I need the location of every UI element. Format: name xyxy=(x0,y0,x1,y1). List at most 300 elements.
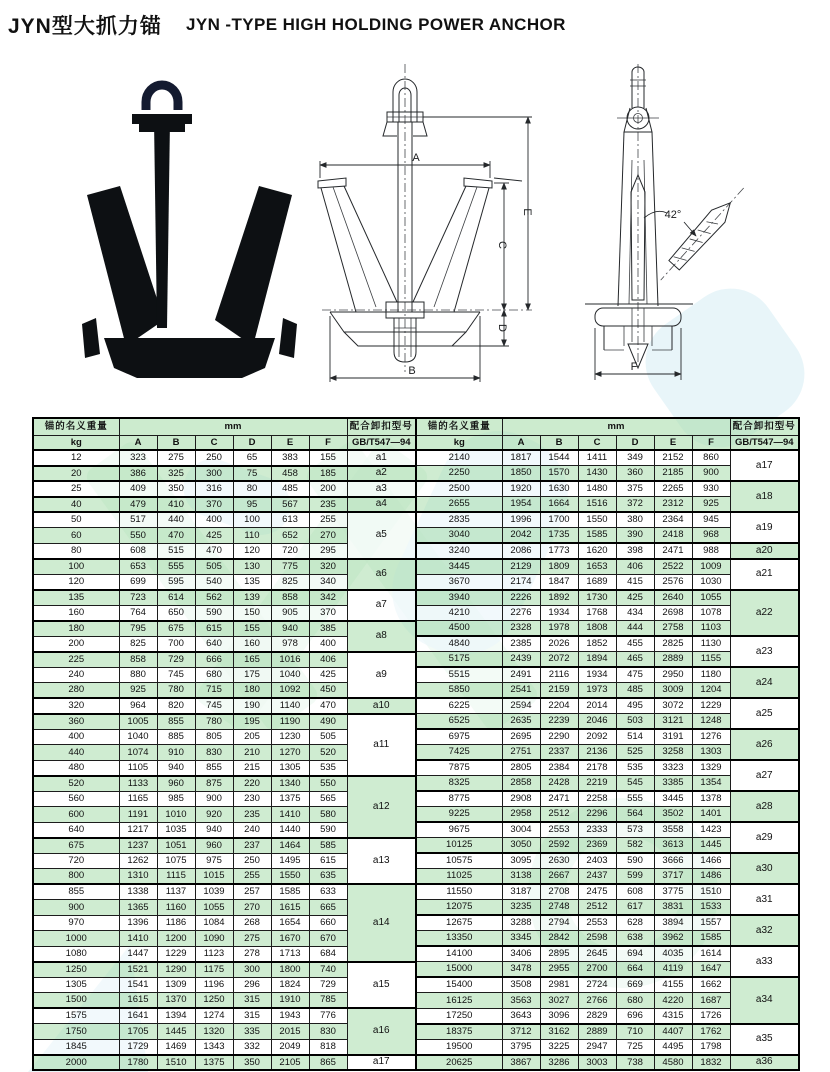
dim-cell: 3072 xyxy=(654,698,692,714)
dim-cell: 235 xyxy=(233,807,271,823)
dim-cell: 1730 xyxy=(578,590,616,606)
weight-cell: 855 xyxy=(33,884,119,900)
dim-cell: 2592 xyxy=(540,838,578,854)
weight-cell: 60 xyxy=(33,528,119,544)
dim-cell: 2630 xyxy=(540,853,578,869)
dim-cell: 684 xyxy=(309,946,347,962)
shackle-cell: a13 xyxy=(347,838,416,885)
flukes-outline xyxy=(318,178,522,312)
dim-cell: 1620 xyxy=(578,543,616,559)
dimension-D xyxy=(452,310,509,346)
dim-cell: 237 xyxy=(233,838,271,854)
dim-cell: 2825 xyxy=(654,636,692,652)
dim-cell: 1329 xyxy=(692,760,730,776)
dim-cell: 670 xyxy=(309,931,347,947)
weight-cell: 640 xyxy=(33,822,119,838)
weight-cell: 4210 xyxy=(416,605,502,621)
weight-cell: 6225 xyxy=(416,698,502,714)
dim-cell: 3027 xyxy=(540,993,578,1009)
anchor-pin xyxy=(132,114,192,124)
dim-cell: 920 xyxy=(195,807,233,823)
dim-cell: 2428 xyxy=(540,776,578,792)
dim-cell: 699 xyxy=(119,574,157,590)
weight-cell: 17250 xyxy=(416,1008,502,1024)
dim-cell: 669 xyxy=(616,977,654,993)
dim-cell: 1541 xyxy=(119,977,157,993)
dim-cell: 1165 xyxy=(119,791,157,807)
table-row xyxy=(33,497,416,513)
dim-cell: 1726 xyxy=(692,1008,730,1024)
shackle-cell: a8 xyxy=(347,621,416,652)
dim-cell: 738 xyxy=(616,1055,654,1071)
header-mm: mm xyxy=(119,418,347,435)
dim-cell: 1480 xyxy=(578,481,616,497)
dim-cell: 250 xyxy=(233,853,271,869)
weight-cell: 5850 xyxy=(416,683,502,699)
dim-cell: 75 xyxy=(233,466,271,482)
header-row xyxy=(416,435,799,450)
dim-cell: 1423 xyxy=(692,822,730,838)
shackle-cell: a12 xyxy=(347,776,416,838)
weight-cell: 2000 xyxy=(33,1055,119,1071)
anchor-shackle xyxy=(146,85,178,110)
table-row xyxy=(33,698,416,714)
dim-cell: 2667 xyxy=(540,869,578,885)
dim-cell: 2491 xyxy=(502,667,540,683)
dim-cell: 2522 xyxy=(654,559,692,575)
dim-cell: 1338 xyxy=(119,884,157,900)
dim-cell: 776 xyxy=(309,1008,347,1024)
dim-cell: 2553 xyxy=(540,822,578,838)
dim-cell: 795 xyxy=(119,621,157,637)
dim-cell: 385 xyxy=(309,621,347,637)
table-row xyxy=(416,729,799,745)
table-row xyxy=(416,977,799,993)
dim-cell: 2072 xyxy=(540,652,578,668)
dim-cell: 2708 xyxy=(540,884,578,900)
header-unit: kg xyxy=(33,435,119,450)
weight-cell: 1500 xyxy=(33,993,119,1009)
dim-cell: 444 xyxy=(616,621,654,637)
dim-cell: 1105 xyxy=(119,760,157,776)
dim-cell: 1729 xyxy=(119,1039,157,1055)
dim-cell: 1309 xyxy=(157,977,195,993)
dim-cell: 2471 xyxy=(540,791,578,807)
dim-cell: 1809 xyxy=(540,559,578,575)
dim-cell: 1375 xyxy=(195,1055,233,1071)
dim-cell: 1768 xyxy=(578,605,616,621)
dim-cell: 1800 xyxy=(271,962,309,978)
dim-cell: 514 xyxy=(616,729,654,745)
table-row xyxy=(33,559,416,575)
dim-cell: 1055 xyxy=(195,900,233,916)
dim-cell: 855 xyxy=(195,760,233,776)
dim-cell: 205 xyxy=(233,729,271,745)
dim-cell: 3712 xyxy=(502,1024,540,1040)
dim-cell: 517 xyxy=(119,512,157,528)
dim-cell: 4580 xyxy=(654,1055,692,1071)
dim-cell: 1510 xyxy=(692,884,730,900)
shackle-cell: a14 xyxy=(347,884,416,962)
shackle-cell: a26 xyxy=(730,729,799,760)
shackle-cell: a25 xyxy=(730,698,799,729)
dim-cell: 2908 xyxy=(502,791,540,807)
dim-cell: 3502 xyxy=(654,807,692,823)
dim-cell: 2748 xyxy=(540,900,578,916)
dim-cell: 825 xyxy=(119,636,157,652)
table-row xyxy=(33,1055,416,1071)
dim-cell: 628 xyxy=(616,915,654,931)
dim-cell: 503 xyxy=(616,714,654,730)
dim-cell: 240 xyxy=(233,822,271,838)
dim-cell: 2136 xyxy=(578,745,616,761)
dim-cell: 666 xyxy=(195,652,233,668)
dim-cell: 230 xyxy=(233,791,271,807)
dim-cell: 885 xyxy=(157,729,195,745)
dim-cell: 415 xyxy=(616,574,654,590)
dim-cell: 567 xyxy=(271,497,309,513)
dim-cell: 830 xyxy=(195,745,233,761)
dim-cell: 745 xyxy=(157,667,195,683)
dim-cell: 1270 xyxy=(271,745,309,761)
dim-cell: 1934 xyxy=(540,605,578,621)
dim-cell: 1647 xyxy=(692,962,730,978)
dim-cell: 335 xyxy=(233,1024,271,1040)
crown-outline xyxy=(585,304,693,368)
dim-cell: 710 xyxy=(616,1024,654,1040)
dim-cell: 410 xyxy=(157,497,195,513)
dim-cell: 725 xyxy=(616,1039,654,1055)
dim-cell: 2512 xyxy=(540,807,578,823)
dim-cell: 1550 xyxy=(271,869,309,885)
dim-cell: 316 xyxy=(195,481,233,497)
anchor-left-fluke xyxy=(87,186,164,346)
dim-cell: 350 xyxy=(233,1055,271,1071)
dim-cell: 325 xyxy=(157,466,195,482)
dim-cell: 1447 xyxy=(119,946,157,962)
table-row xyxy=(416,946,799,962)
header-dim-b: B xyxy=(157,435,195,450)
weight-cell: 18375 xyxy=(416,1024,502,1040)
dim-cell: 860 xyxy=(692,450,730,466)
dim-cell: 160 xyxy=(233,636,271,652)
weight-cell: 200 xyxy=(33,636,119,652)
dim-label-a: A xyxy=(412,152,420,164)
dim-cell: 1585 xyxy=(692,931,730,947)
dim-cell: 1689 xyxy=(578,574,616,590)
dim-cell: 1832 xyxy=(692,1055,730,1071)
dim-cell: 1035 xyxy=(157,822,195,838)
dim-cell: 680 xyxy=(195,667,233,683)
dim-cell: 650 xyxy=(157,605,195,621)
dim-cell: 505 xyxy=(309,729,347,745)
dim-cell: 1662 xyxy=(692,977,730,993)
dim-cell: 633 xyxy=(309,884,347,900)
dim-cell: 380 xyxy=(616,512,654,528)
dim-cell: 2475 xyxy=(578,884,616,900)
dim-cell: 910 xyxy=(157,745,195,761)
weight-cell: 40 xyxy=(33,497,119,513)
dim-cell: 820 xyxy=(157,698,195,714)
dim-cell: 3717 xyxy=(654,869,692,885)
table-row xyxy=(416,636,799,652)
weight-cell: 8325 xyxy=(416,776,502,792)
dim-cell: 2204 xyxy=(540,698,578,714)
dim-cell: 2598 xyxy=(578,931,616,947)
dim-cell: 2950 xyxy=(654,667,692,683)
dim-cell: 875 xyxy=(195,776,233,792)
dim-cell: 386 xyxy=(119,466,157,482)
dimension-E xyxy=(423,117,533,310)
dim-cell: 2700 xyxy=(578,962,616,978)
dim-cell: 1735 xyxy=(540,528,578,544)
dim-cell: 830 xyxy=(309,1024,347,1040)
dim-cell: 2794 xyxy=(540,915,578,931)
dim-cell: 1103 xyxy=(692,621,730,637)
dim-cell: 1378 xyxy=(692,791,730,807)
dim-cell: 1973 xyxy=(578,683,616,699)
dim-cell: 425 xyxy=(309,667,347,683)
dim-cell: 1305 xyxy=(271,760,309,776)
dim-cell: 635 xyxy=(309,869,347,885)
dim-cell: 210 xyxy=(233,745,271,761)
dim-cell: 409 xyxy=(119,481,157,497)
spec-table-left xyxy=(32,417,417,1071)
table-row xyxy=(416,512,799,528)
dim-cell: 100 xyxy=(233,512,271,528)
dim-cell: 80 xyxy=(233,481,271,497)
dim-cell: 2576 xyxy=(654,574,692,590)
dim-cell: 465 xyxy=(616,652,654,668)
dim-cell: 1074 xyxy=(119,745,157,761)
weight-cell: 12675 xyxy=(416,915,502,931)
dim-cell: 65 xyxy=(233,450,271,466)
dim-cell: 3775 xyxy=(654,884,692,900)
weight-cell: 675 xyxy=(33,838,119,854)
dim-cell: 1894 xyxy=(578,652,616,668)
header-mm: mm xyxy=(502,418,730,435)
crown-outline xyxy=(322,302,532,362)
dim-cell: 608 xyxy=(616,884,654,900)
anchor-pin xyxy=(139,124,185,132)
dim-cell: 700 xyxy=(157,636,195,652)
dim-cell: 110 xyxy=(233,528,271,544)
header-shackle: 配合卸扣型号 xyxy=(347,418,416,435)
dim-cell: 580 xyxy=(309,807,347,823)
dim-cell: 2364 xyxy=(654,512,692,528)
dim-cell: 1440 xyxy=(271,822,309,838)
dim-cell: 1051 xyxy=(157,838,195,854)
table-row xyxy=(33,838,416,854)
table-row xyxy=(416,853,799,869)
shackle-cell: a1 xyxy=(347,450,416,466)
dim-cell: 3643 xyxy=(502,1008,540,1024)
dim-cell: 1847 xyxy=(540,574,578,590)
dim-cell: 2258 xyxy=(578,791,616,807)
dim-cell: 780 xyxy=(157,683,195,699)
dim-cell: 775 xyxy=(271,559,309,575)
shackle-cell: a10 xyxy=(347,698,416,714)
dim-cell: 2014 xyxy=(578,698,616,714)
dim-cell: 250 xyxy=(195,450,233,466)
dim-cell: 3478 xyxy=(502,962,540,978)
dim-cell: 1137 xyxy=(157,884,195,900)
weight-cell: 480 xyxy=(33,760,119,776)
dim-cell: 2437 xyxy=(578,869,616,885)
dim-cell: 1248 xyxy=(692,714,730,730)
dim-cell: 2129 xyxy=(502,559,540,575)
shackle-cell: a5 xyxy=(347,512,416,559)
weight-cell: 8775 xyxy=(416,791,502,807)
shackle-cell: a23 xyxy=(730,636,799,667)
dim-cell: 582 xyxy=(616,838,654,854)
dim-cell: 3225 xyxy=(540,1039,578,1055)
dim-cell: 564 xyxy=(616,807,654,823)
dim-cell: 565 xyxy=(309,791,347,807)
dim-cell: 880 xyxy=(119,667,157,683)
dim-cell: 1200 xyxy=(157,931,195,947)
shackle-cell: a31 xyxy=(730,884,799,915)
dim-cell: 1078 xyxy=(692,605,730,621)
dim-cell: 2086 xyxy=(502,543,540,559)
table-row xyxy=(33,962,416,978)
header-dim-a: A xyxy=(502,435,540,450)
weight-cell: 2250 xyxy=(416,466,502,482)
dim-cell: 1430 xyxy=(578,466,616,482)
dim-cell: 3867 xyxy=(502,1055,540,1071)
dim-cell: 2328 xyxy=(502,621,540,637)
dim-cell: 2842 xyxy=(540,931,578,947)
header-dim-a: A xyxy=(119,435,157,450)
header-dim-f: F xyxy=(692,435,730,450)
dim-cell: 155 xyxy=(309,450,347,466)
dim-cell: 2265 xyxy=(654,481,692,497)
dim-cell: 296 xyxy=(233,977,271,993)
header-dim-f: F xyxy=(309,435,347,450)
dim-cell: 3258 xyxy=(654,745,692,761)
weight-cell: 240 xyxy=(33,667,119,683)
table-row xyxy=(416,791,799,807)
dim-cell: 1039 xyxy=(195,884,233,900)
weight-cell: 3040 xyxy=(416,528,502,544)
dim-cell: 1850 xyxy=(502,466,540,482)
weight-cell: 9225 xyxy=(416,807,502,823)
dim-cell: 2042 xyxy=(502,528,540,544)
dim-cell: 3096 xyxy=(540,1008,578,1024)
dim-cell: 3095 xyxy=(502,853,540,869)
table-row xyxy=(33,512,416,528)
dim-cell: 270 xyxy=(309,528,347,544)
dim-cell: 2159 xyxy=(540,683,578,699)
dim-cell: 1892 xyxy=(540,590,578,606)
dim-cell: 2105 xyxy=(271,1055,309,1071)
header-weight: 锚的名义重量 xyxy=(416,418,502,435)
dim-cell: 535 xyxy=(616,760,654,776)
anchor-rear-tip xyxy=(279,318,297,358)
dim-cell: 780 xyxy=(195,714,233,730)
weight-cell: 11550 xyxy=(416,884,502,900)
dim-cell: 2026 xyxy=(540,636,578,652)
dim-cell: 320 xyxy=(309,559,347,575)
header-standard: GB/T547—94 xyxy=(347,435,416,450)
dim-cell: 1486 xyxy=(692,869,730,885)
shackle-cell: a36 xyxy=(730,1055,799,1071)
dim-cell: 1016 xyxy=(271,652,309,668)
dim-cell: 3009 xyxy=(654,683,692,699)
dim-cell: 595 xyxy=(157,574,195,590)
dim-cell: 3613 xyxy=(654,838,692,854)
dim-cell: 720 xyxy=(271,543,309,559)
dim-cell: 696 xyxy=(616,1008,654,1024)
weight-cell: 6525 xyxy=(416,714,502,730)
dim-cell: 652 xyxy=(271,528,309,544)
dim-cell: 1196 xyxy=(195,977,233,993)
dim-cell: 190 xyxy=(233,698,271,714)
dim-cell: 1190 xyxy=(271,714,309,730)
dim-cell: 1410 xyxy=(271,807,309,823)
weight-cell: 1575 xyxy=(33,1008,119,1024)
dim-cell: 3286 xyxy=(540,1055,578,1071)
dim-cell: 1370 xyxy=(157,993,195,1009)
dim-cell: 1521 xyxy=(119,962,157,978)
weight-cell: 600 xyxy=(33,807,119,823)
dim-cell: 1469 xyxy=(157,1039,195,1055)
dim-cell: 764 xyxy=(119,605,157,621)
dim-cell: 2889 xyxy=(578,1024,616,1040)
dim-cell: 390 xyxy=(616,528,654,544)
dim-cell: 1401 xyxy=(692,807,730,823)
dim-cell: 315 xyxy=(233,1008,271,1024)
shackle-cell: a16 xyxy=(347,1008,416,1055)
dim-cell: 1365 xyxy=(119,900,157,916)
weight-cell: 970 xyxy=(33,915,119,931)
dim-cell: 1550 xyxy=(578,512,616,528)
header-shackle: 配合卸扣型号 xyxy=(730,418,799,435)
dim-cell: 968 xyxy=(692,528,730,544)
dim-cell: 585 xyxy=(309,838,347,854)
dim-cell: 599 xyxy=(616,869,654,885)
dim-cell: 1411 xyxy=(578,450,616,466)
dim-cell: 1090 xyxy=(195,931,233,947)
dim-cell: 1713 xyxy=(271,946,309,962)
dim-cell: 1230 xyxy=(271,729,309,745)
dim-cell: 1394 xyxy=(157,1008,195,1024)
dim-label-b: B xyxy=(408,365,416,377)
dim-cell: 4495 xyxy=(654,1039,692,1055)
dim-cell: 550 xyxy=(119,528,157,544)
dim-cell: 278 xyxy=(233,946,271,962)
dim-cell: 1115 xyxy=(157,869,195,885)
dim-cell: 3795 xyxy=(502,1039,540,1055)
dim-cell: 150 xyxy=(233,605,271,621)
dim-cell: 1615 xyxy=(119,993,157,1009)
dim-cell: 220 xyxy=(233,776,271,792)
dim-cell: 370 xyxy=(195,497,233,513)
dim-cell: 638 xyxy=(616,931,654,947)
dim-cell: 1175 xyxy=(195,962,233,978)
dim-cell: 964 xyxy=(119,698,157,714)
dim-cell: 349 xyxy=(616,450,654,466)
dim-cell: 818 xyxy=(309,1039,347,1055)
dim-cell: 2092 xyxy=(578,729,616,745)
weight-cell: 25 xyxy=(33,481,119,497)
dim-cell: 120 xyxy=(233,543,271,559)
dim-cell: 255 xyxy=(233,869,271,885)
weight-cell: 13350 xyxy=(416,931,502,947)
dim-cell: 300 xyxy=(195,466,233,482)
weight-cell: 3670 xyxy=(416,574,502,590)
dim-cell: 195 xyxy=(233,714,271,730)
